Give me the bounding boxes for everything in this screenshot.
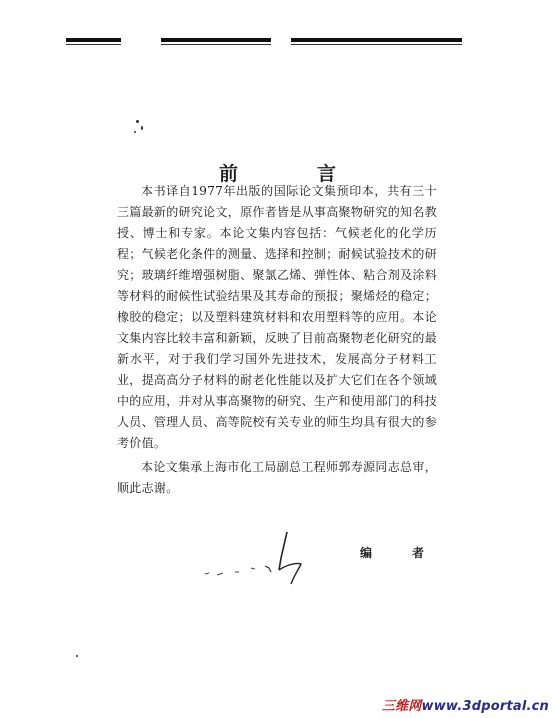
page-title: 前 言 [218,162,366,185]
watermark-part-a: 三维网 [381,699,422,714]
header-rule [66,38,462,45]
handwritten-mark [195,528,315,588]
body-text [117,181,437,499]
scan-speck [136,120,139,123]
scan-speck [76,655,78,657]
paragraph: 本论文集承上海市化工局副总工程师郭寿源同志总审，顺此志谢。 [117,460,437,495]
watermark [382,695,549,714]
scan-speck [141,126,143,130]
scan-speck [134,131,136,133]
watermark-part-b: www.3dportal.cn [421,699,549,714]
signature: 编 者 [360,546,439,560]
paragraph: 本书译自1977年出版的国际论文集预印本，共有三十三篇最新的研究论文，原作者皆是从事高聚物研究的知名教授、博士和专家。本论文集内容包括：气候老化的化学历程；气候老化条件的测量、选择和控制；耐候试验技术的研究；玻璃纤维增强树脂、聚氯乙烯、弹性体、粘合剂及涂料等材料的耐候性试验结果及其寿命的预报；聚烯烃的稳定；橡胶的稳定；以及塑料建筑材料和农用塑料等的应用。本论文集内容比较丰富和新颖，反映了目前高聚物老化研究的最新水平，对于我们学习国外先进技术，发展高分子材料工业，提高高分子材料的耐老化性能以及扩大它们在各个领域中的应用，并对从事高聚物的研究、生产和使用部门的科技人员、管理人员、高等院校有关专业的师生均具有很大的参考价值。 [117,184,437,450]
